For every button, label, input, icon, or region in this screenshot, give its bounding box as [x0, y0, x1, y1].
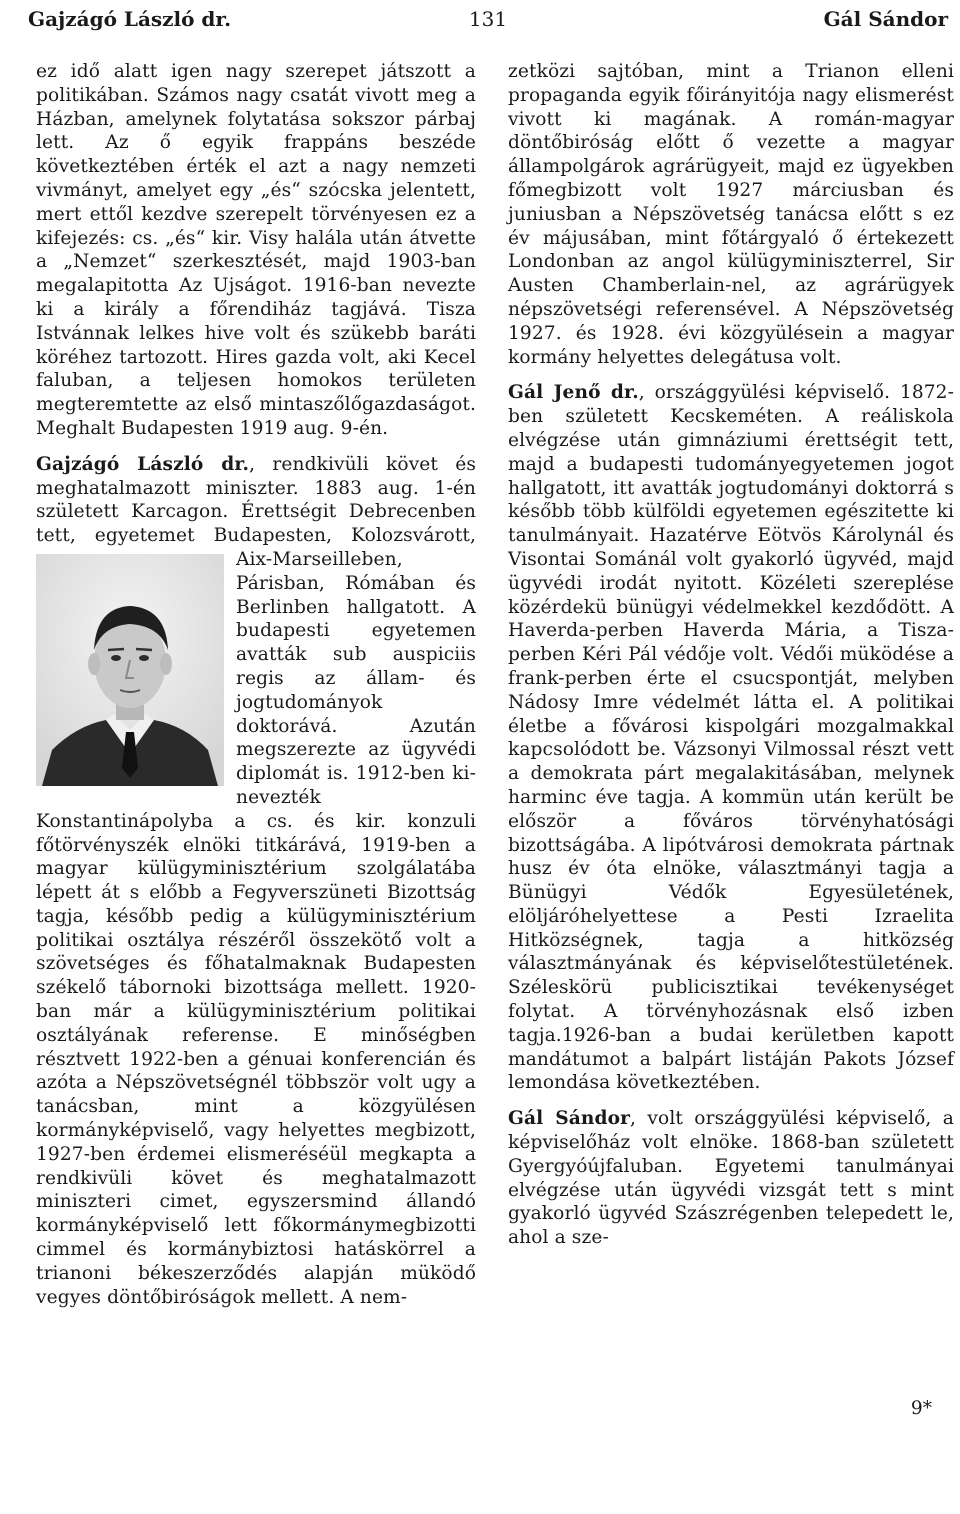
entry-text: , volt országgyülési képviselő, a képviselőház volt elnöke. 1868-ban született Gyergyóújfaluban. Egyetemi tanulmányai elvégzése után ügyvédi vizsgát tett s mint gyakorló ügyvéd Szászrégenben telepedett le, ahol a sze- — [508, 1108, 954, 1249]
entry-name: Gajzágó László dr. — [36, 453, 250, 475]
paragraph-gajzago-continuation: ez idő alatt igen nagy szerepet játszott a politikában. Számos nagy csatát vivott meg a Házban, amelynek folytatása sokszor párbaj lett. Az ő egyik frappáns beszéde következtében érték el azt a nagy nemzeti vivmányt, amelyet egy „és“ szócska jelentett, mert ettől kezdve szerepelt törvényesen ez a kifejezés: cs. „és“ kir. Visy halála után átvette a „Nemzet“ szerkesztését, majd 1903-ban megalapitotta Az Ujságot. 1916-ban nevezte ki a király a főrendiház tagjává. Tisza Istvánnak lelkes hive volt és szükebb baráti köréhez tartozott. Hires gazda volt, aki Kecel faluban, a teljesen homokos területen megteremtette az első mintaszőlőgazdaságot. Meghalt Budapesten 1919 aug. 9-én. — [36, 61, 476, 439]
paragraph-gajzago-end: zetközi sajtóban, mint a Trianon elleni propaganda egyik főirányitója nagy elismerést vivott ki magának. A román-magyar döntőbiróság előtt ő vezette a magyar állampolgárok agrárügyeit, majd ez ügyekben főmegbizott volt 1927 márciusban és juniusban a Népszövetség tanácsa előtt s ez év májusában, mint főtárgyaló ő értekezett Londonban az angol külügyminiszterrel, Sir Austen Chamberlain-nel, az agrárügyek népszövetségi referensével. A Népszövetség 1927. és 1928. évi közgyülésein a magyar kormány helyettes delegátusa volt. — [508, 61, 954, 368]
header-right-title: Gál Sándor — [823, 7, 948, 31]
entry-gal-jeno — [508, 381, 954, 1095]
header-left-title: Gajzágó László dr. — [28, 7, 232, 31]
entry-gal-sandor — [508, 1107, 954, 1250]
signature-mark: 9* — [910, 1398, 932, 1419]
entry-name: Gál Sándor — [508, 1108, 631, 1130]
entry-intro-text: , rendkivüli követ és meghatalmazott miniszter. 1883 aug. 1-én született Karcagon. Érettségit Debrecenben tett, egyetemet Budapesten, — [36, 453, 476, 547]
right-column — [508, 60, 954, 1250]
portrait-photo-icon — [36, 554, 224, 786]
entry-gajzago-laszlo — [36, 453, 476, 1310]
page-number: 131 — [468, 7, 508, 31]
entry-text-beside-photo: Kolozsvárott, Aix-Marseilleben, Párisban, Rómában és Berlinben hallgatott. A budapesti egyetemen avatták sub auspiciis regis az állam- és jogtudományok doktorává. Azután megszerezte az ügyvédi diplomát is. 1912-ben ki- — [236, 525, 476, 785]
entry-rest-text: nevezték Konstantinápolyba a cs. és kir. konzuli főtörvényszék elnöki titkárává, 1919-ben a magyar külügyminisztérium szolgálatába lépett át s előbb a Fegyverszüneti Bizottság tagja, később pedig a külügyminisztérium politikai osztálya részéről összekötő volt a szövetséges és főhatalmaknak Budapesten székelő tábornoki bizottsága mellett. 1920-ban már a külügyminisztérium politikai osztályának referense. E minőségben résztvett 1922-ben a génuai konferencián és azóta a Népszövetségnél többször volt ugy a tanácsban, mint a közgyülésen kormányképviselő, vagy helyettes megbizott, 1927-ben érdemei elismeréséül megkapta a rendkivüli követ és meghatalmazott miniszteri cimet, egyszersmind állandó kormányképviselő lett főkormánymegbizotti cimmel és kormánybiztosi hatáskörrel a trianoni békeszerződés alapján müködő vegyes döntőbiróságok mellett. A nem- — [36, 786, 476, 1308]
entry-text: , országgyülési képviselő. 1872-ben született Kecskeméten. A reáliskola elvégzése után gimnáziumi érettségit tett, majd a budapesti tudományegyetemen jogot hallgatott, itt avatták jogtudományi doktorrá s később több külföldi egyetemen egészitette ki tanulmányait. Hazatérve Eötvös Károlynál és Visontai Sománál volt gyakorló ügyvéd, majd ügyvédi irodát nyitott. Közéleti szereplése közérdekü bünügyi védelmekkel kezdődött. A Haverda-perben Haverda Mária, a Tisza-perben Kéri Pál védője volt. Védői müködése a frank-perben érte el csucspontját, melyben Nádosy Imre védelmét látta el. A politikai életbe a fővárosi kispolgári mozgalmakkal kapcsolódott be. Vázsonyi Vilmossal részt vett a demokrata párt megalakitásában, melynek harminc éve tagja. A kommün után került be először a főváros törvényhatósági bizottságába. A lipótvárosi demokrata pártnak husz év óta elnöke, választmányi tagja a Bünügyi Védők Egyesületének, elöljáróhelyettese a Pesti Izraelita Hitközségnek, tagja a hitközség választmányának és képviselőtestületének. Széleskörü publicisztikai tevékenységet folytat. A törvényhozásnak első izben tagja.1926-ban a budai kerületben kapott mandátumot a balpárt listáján Pakots József lemondása következtében. — [508, 382, 954, 1094]
page-header — [28, 2, 948, 36]
portrait-frame — [36, 554, 224, 794]
entry-name: Gál Jenő dr. — [508, 382, 639, 404]
left-column — [36, 60, 476, 1309]
